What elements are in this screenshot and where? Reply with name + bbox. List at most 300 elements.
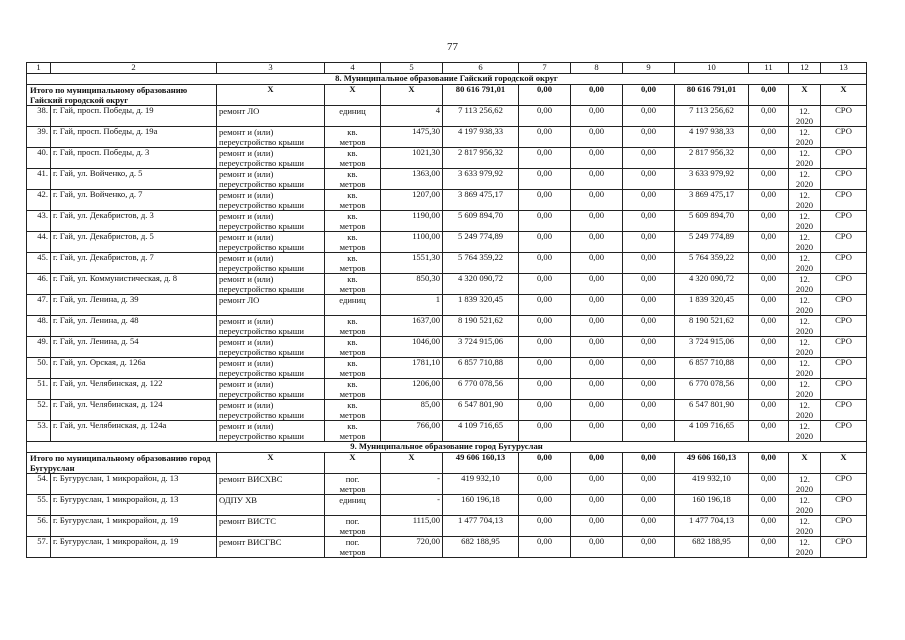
row-period: 12. 2020 [789,127,821,148]
row-unit: кв. метров [325,253,381,274]
row-col10: 419 932,10 [675,474,749,495]
table-row [27,495,867,516]
table-row [27,358,867,379]
row-period: 12. 2020 [789,474,821,495]
row-unit: кв. метров [325,232,381,253]
table-row [27,295,867,316]
row-address: г. Гай, ул. Коммунистическая, д. 8 [51,274,217,295]
row-col8: 0,00 [571,474,623,495]
row-col8: 0,00 [571,421,623,442]
row-number: 50. [27,358,51,379]
table-row [27,316,867,337]
row-col7: 0,00 [519,232,571,253]
table-row [27,148,867,169]
row-work-type: ремонт и (или) переустройство крыши [217,337,325,358]
row-method: СРО [821,148,867,169]
row-col11: 0,00 [749,253,789,274]
row-unit: кв. метров [325,190,381,211]
row-unit: кв. метров [325,379,381,400]
row-period: 12. 2020 [789,537,821,558]
row-col7: 0,00 [519,537,571,558]
table-row [27,253,867,274]
row-number: 41. [27,169,51,190]
row-address: г. Бугуруслан, 1 микрорайон, д. 19 [51,516,217,537]
row-quantity: 1021,30 [381,148,443,169]
column-number: 10 [675,63,749,74]
column-number: 3 [217,63,325,74]
row-col10: 160 196,18 [675,495,749,516]
row-quantity: 1046,00 [381,337,443,358]
row-number: 38. [27,106,51,127]
row-col9: 0,00 [623,316,675,337]
column-number: 2 [51,63,217,74]
row-col9: 0,00 [623,358,675,379]
row-address: г. Бугуруслан, 1 микрорайон, д. 13 [51,495,217,516]
row-col9: 0,00 [623,106,675,127]
row-quantity: - [381,474,443,495]
row-col9: 0,00 [623,190,675,211]
row-col7: 0,00 [519,358,571,379]
row-col10: 3 869 475,17 [675,190,749,211]
row-period: 12. 2020 [789,106,821,127]
row-method: СРО [821,232,867,253]
total-quantity: X [381,85,443,106]
row-work-type: ремонт и (или) переустройство крыши [217,316,325,337]
row-col8: 0,00 [571,211,623,232]
column-number: 12 [789,63,821,74]
row-period: 12. 2020 [789,400,821,421]
row-work-type: ремонт и (или) переустройство крыши [217,358,325,379]
row-address: г. Бугуруслан, 1 микрорайон, д. 19 [51,537,217,558]
row-quantity: 1 [381,295,443,316]
row-unit: пог. метров [325,537,381,558]
total-col12: X [789,453,821,474]
row-quantity: 1781,10 [381,358,443,379]
total-col9: 0,00 [623,85,675,106]
row-number: 52. [27,400,51,421]
row-quantity: 1475,30 [381,127,443,148]
row-col11: 0,00 [749,274,789,295]
row-work-type: ремонт и (или) переустройство крыши [217,274,325,295]
row-col10: 5 609 894,70 [675,211,749,232]
row-address: г. Гай, ул. Декабристов, д. 7 [51,253,217,274]
row-col11: 0,00 [749,495,789,516]
row-quantity: 85,00 [381,400,443,421]
row-work-type: ремонт ЛО [217,106,325,127]
row-unit: единиц [325,295,381,316]
row-total-cost: 2 817 956,32 [443,148,519,169]
total-col13: X [821,453,867,474]
table-row [27,106,867,127]
row-unit: единиц [325,106,381,127]
row-quantity: 766,00 [381,421,443,442]
row-address: г. Гай, ул. Декабристов, д. 3 [51,211,217,232]
row-address: г. Гай, ул. Челябинская, д. 122 [51,379,217,400]
column-number: 9 [623,63,675,74]
section-title: 8. Муниципальное образование Гайский городской округ [27,74,867,85]
table-row [27,232,867,253]
row-work-type: ремонт ВИСХВС [217,474,325,495]
row-number: 53. [27,421,51,442]
row-quantity: 1206,00 [381,379,443,400]
row-work-type: ремонт ВИСГВС [217,537,325,558]
total-label: Итого по муниципальному образованию Гайский городской округ [27,85,217,106]
row-col8: 0,00 [571,537,623,558]
total-unit: X [325,85,381,106]
row-col8: 0,00 [571,379,623,400]
row-number: 51. [27,379,51,400]
row-method: СРО [821,190,867,211]
table-row [27,190,867,211]
table-row [27,379,867,400]
row-number: 49. [27,337,51,358]
row-quantity: 1207,00 [381,190,443,211]
row-work-type: ремонт и (или) переустройство крыши [217,148,325,169]
row-unit: кв. метров [325,211,381,232]
column-number: 5 [381,63,443,74]
column-number: 11 [749,63,789,74]
row-method: СРО [821,400,867,421]
row-col11: 0,00 [749,537,789,558]
total-col11: 0,00 [749,85,789,106]
row-col7: 0,00 [519,127,571,148]
row-quantity: 1637,00 [381,316,443,337]
row-unit: кв. метров [325,127,381,148]
row-col11: 0,00 [749,337,789,358]
row-col10: 6 770 078,56 [675,379,749,400]
row-period: 12. 2020 [789,274,821,295]
row-col11: 0,00 [749,169,789,190]
row-col8: 0,00 [571,169,623,190]
row-col7: 0,00 [519,169,571,190]
row-total-cost: 160 196,18 [443,495,519,516]
row-number: 44. [27,232,51,253]
column-number-row [27,63,867,74]
row-number: 56. [27,516,51,537]
table-row [27,337,867,358]
row-col9: 0,00 [623,337,675,358]
row-col9: 0,00 [623,516,675,537]
row-total-cost: 3 724 915,06 [443,337,519,358]
row-number: 54. [27,474,51,495]
row-total-cost: 8 190 521,62 [443,316,519,337]
row-col9: 0,00 [623,274,675,295]
row-work-type: ремонт и (или) переустройство крыши [217,127,325,148]
row-col9: 0,00 [623,148,675,169]
row-col7: 0,00 [519,516,571,537]
row-col9: 0,00 [623,295,675,316]
row-number: 40. [27,148,51,169]
row-period: 12. 2020 [789,169,821,190]
row-col8: 0,00 [571,127,623,148]
row-quantity: 850,30 [381,274,443,295]
row-col9: 0,00 [623,495,675,516]
row-address: г. Гай, ул. Войченко, д. 7 [51,190,217,211]
table-row [27,211,867,232]
section-title-row [27,442,867,453]
row-method: СРО [821,537,867,558]
row-col9: 0,00 [623,253,675,274]
row-col7: 0,00 [519,274,571,295]
row-col7: 0,00 [519,379,571,400]
row-col9: 0,00 [623,537,675,558]
total-quantity: X [381,453,443,474]
row-col10: 4 109 716,65 [675,421,749,442]
row-period: 12. 2020 [789,190,821,211]
row-col8: 0,00 [571,106,623,127]
row-number: 57. [27,537,51,558]
row-total-cost: 6 547 801,90 [443,400,519,421]
row-total-cost: 419 932,10 [443,474,519,495]
row-total-cost: 4 197 938,33 [443,127,519,148]
row-col10: 8 190 521,62 [675,316,749,337]
row-col9: 0,00 [623,400,675,421]
row-col10: 1 477 704,13 [675,516,749,537]
row-number: 42. [27,190,51,211]
section-total-row [27,85,867,106]
row-col8: 0,00 [571,274,623,295]
total-col11: 0,00 [749,453,789,474]
column-number: 4 [325,63,381,74]
row-method: СРО [821,316,867,337]
row-period: 12. 2020 [789,337,821,358]
table-row [27,400,867,421]
row-total-cost: 1 839 320,45 [443,295,519,316]
row-col11: 0,00 [749,379,789,400]
row-col8: 0,00 [571,232,623,253]
total-col7: 0,00 [519,453,571,474]
row-col11: 0,00 [749,148,789,169]
row-col8: 0,00 [571,253,623,274]
row-col7: 0,00 [519,421,571,442]
row-method: СРО [821,474,867,495]
capital-repair-table [26,62,867,558]
row-work-type: ремонт ВИСТС [217,516,325,537]
row-method: СРО [821,274,867,295]
row-total-cost: 5 249 774,89 [443,232,519,253]
table-row [27,537,867,558]
row-col11: 0,00 [749,190,789,211]
row-period: 12. 2020 [789,232,821,253]
row-method: СРО [821,516,867,537]
row-col8: 0,00 [571,400,623,421]
row-unit: кв. метров [325,169,381,190]
row-col9: 0,00 [623,169,675,190]
row-quantity: - [381,495,443,516]
total-col9: 0,00 [623,453,675,474]
row-method: СРО [821,106,867,127]
row-col8: 0,00 [571,295,623,316]
row-total-cost: 4 109 716,65 [443,421,519,442]
row-quantity: 720,00 [381,537,443,558]
row-col10: 682 188,95 [675,537,749,558]
row-col8: 0,00 [571,358,623,379]
row-unit: кв. метров [325,316,381,337]
row-number: 48. [27,316,51,337]
row-period: 12. 2020 [789,358,821,379]
row-method: СРО [821,495,867,516]
row-col8: 0,00 [571,495,623,516]
row-number: 46. [27,274,51,295]
row-period: 12. 2020 [789,211,821,232]
row-address: г. Гай, просп. Победы, д. 19 [51,106,217,127]
row-period: 12. 2020 [789,295,821,316]
row-period: 12. 2020 [789,253,821,274]
row-col11: 0,00 [749,474,789,495]
row-col10: 5 764 359,22 [675,253,749,274]
row-period: 12. 2020 [789,516,821,537]
row-col10: 5 249 774,89 [675,232,749,253]
row-col9: 0,00 [623,232,675,253]
row-col11: 0,00 [749,106,789,127]
row-col7: 0,00 [519,400,571,421]
row-address: г. Гай, ул. Ленина, д. 48 [51,316,217,337]
table-row [27,274,867,295]
row-col10: 3 724 915,06 [675,337,749,358]
row-col11: 0,00 [749,316,789,337]
row-number: 55. [27,495,51,516]
row-unit: пог. метров [325,474,381,495]
row-method: СРО [821,421,867,442]
row-work-type: ОДПУ ХВ [217,495,325,516]
row-total-cost: 682 188,95 [443,537,519,558]
row-col8: 0,00 [571,337,623,358]
table-row [27,421,867,442]
row-unit: кв. метров [325,400,381,421]
row-col9: 0,00 [623,421,675,442]
row-work-type: ремонт и (или) переустройство крыши [217,169,325,190]
row-number: 47. [27,295,51,316]
table-row [27,169,867,190]
row-col10: 7 113 256,62 [675,106,749,127]
row-col10: 3 633 979,92 [675,169,749,190]
total-unit: X [325,453,381,474]
total-col10: 80 616 791,01 [675,85,749,106]
row-number: 43. [27,211,51,232]
row-method: СРО [821,379,867,400]
row-period: 12. 2020 [789,379,821,400]
row-col7: 0,00 [519,211,571,232]
row-number: 39. [27,127,51,148]
row-col7: 0,00 [519,474,571,495]
row-period: 12. 2020 [789,148,821,169]
row-col11: 0,00 [749,232,789,253]
row-col11: 0,00 [749,295,789,316]
row-address: г. Бугуруслан, 1 микрорайон, д. 13 [51,474,217,495]
row-total-cost: 6 770 078,56 [443,379,519,400]
total-col10: 49 606 160,13 [675,453,749,474]
total-label: Итого по муниципальному образованию город Бугуруслан [27,453,217,474]
total-work-type: X [217,453,325,474]
row-col10: 2 817 956,32 [675,148,749,169]
row-col7: 0,00 [519,253,571,274]
row-col10: 4 320 090,72 [675,274,749,295]
row-col7: 0,00 [519,495,571,516]
row-col7: 0,00 [519,148,571,169]
row-unit: кв. метров [325,274,381,295]
section-total-row [27,453,867,474]
row-col11: 0,00 [749,516,789,537]
row-unit: кв. метров [325,421,381,442]
row-quantity: 1115,00 [381,516,443,537]
row-col8: 0,00 [571,316,623,337]
row-period: 12. 2020 [789,316,821,337]
row-total-cost: 7 113 256,62 [443,106,519,127]
section-title-row [27,74,867,85]
row-unit: пог. метров [325,516,381,537]
row-work-type: ремонт и (или) переустройство крыши [217,400,325,421]
row-work-type: ремонт и (или) переустройство крыши [217,232,325,253]
total-col8: 0,00 [571,453,623,474]
row-work-type: ремонт и (или) переустройство крыши [217,253,325,274]
row-total-cost: 4 320 090,72 [443,274,519,295]
row-total-cost: 3 869 475,17 [443,190,519,211]
row-unit: кв. метров [325,358,381,379]
row-work-type: ремонт и (или) переустройство крыши [217,190,325,211]
row-address: г. Гай, ул. Челябинская, д. 124а [51,421,217,442]
row-period: 12. 2020 [789,495,821,516]
total-col12: X [789,85,821,106]
row-work-type: ремонт и (или) переустройство крыши [217,211,325,232]
row-address: г. Гай, ул. Ленина, д. 54 [51,337,217,358]
row-quantity: 1100,00 [381,232,443,253]
row-col10: 4 197 938,33 [675,127,749,148]
row-col8: 0,00 [571,190,623,211]
total-work-type: X [217,85,325,106]
column-number: 8 [571,63,623,74]
column-number: 7 [519,63,571,74]
row-period: 12. 2020 [789,421,821,442]
table-row [27,127,867,148]
total-col13: X [821,85,867,106]
row-method: СРО [821,127,867,148]
row-method: СРО [821,295,867,316]
row-total-cost: 3 633 979,92 [443,169,519,190]
row-address: г. Гай, ул. Ленина, д. 39 [51,295,217,316]
row-address: г. Гай, ул. Орская, д. 126а [51,358,217,379]
row-col11: 0,00 [749,127,789,148]
row-method: СРО [821,358,867,379]
row-quantity: 1363,00 [381,169,443,190]
row-col11: 0,00 [749,358,789,379]
section-title: 9. Муниципальное образование город Бугуруслан [27,442,867,453]
row-unit: кв. метров [325,148,381,169]
total-cost: 49 606 160,13 [443,453,519,474]
row-address: г. Гай, ул. Челябинская, д. 124 [51,400,217,421]
table-row [27,516,867,537]
row-total-cost: 6 857 710,88 [443,358,519,379]
row-col7: 0,00 [519,190,571,211]
total-col8: 0,00 [571,85,623,106]
row-number: 45. [27,253,51,274]
row-method: СРО [821,169,867,190]
total-cost: 80 616 791,01 [443,85,519,106]
row-col11: 0,00 [749,400,789,421]
row-work-type: ремонт ЛО [217,295,325,316]
row-work-type: ремонт и (или) переустройство крыши [217,421,325,442]
row-address: г. Гай, просп. Победы, д. 19а [51,127,217,148]
row-col7: 0,00 [519,337,571,358]
row-col11: 0,00 [749,211,789,232]
row-unit: кв. метров [325,337,381,358]
row-total-cost: 5 609 894,70 [443,211,519,232]
row-col9: 0,00 [623,474,675,495]
row-total-cost: 5 764 359,22 [443,253,519,274]
row-address: г. Гай, ул. Декабристов, д. 5 [51,232,217,253]
total-col7: 0,00 [519,85,571,106]
table-row [27,474,867,495]
row-col10: 6 857 710,88 [675,358,749,379]
